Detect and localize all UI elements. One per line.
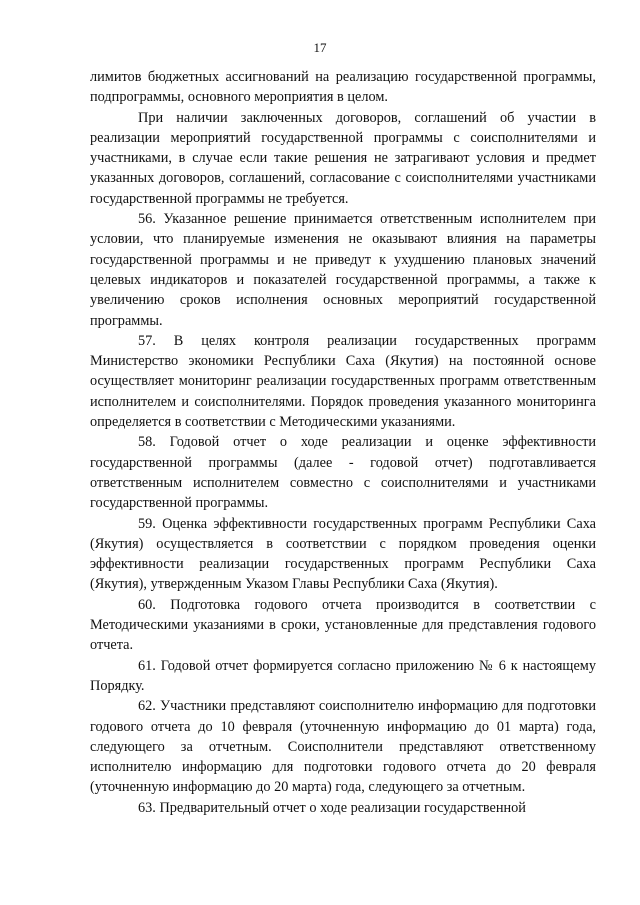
page-number: 17 — [313, 40, 327, 55]
paragraph-contracts-agreements: При наличии заключенных договоров, соглашений об участии в реализации мероприятий государственной программы с соисполнителями и участниками, в случае если такие решения не затрагивают условия и предмет указанных договоров, соглашений, согласование с соисполнителями участниками государственной программы не требуется. — [90, 109, 596, 207]
paragraph-62: 62. Участники представляют соисполнителю информацию для подготовки годового отчета до 10 февраля (уточненную информацию до 01 марта) года, следующего за отчетным. Соисполнители представляют ответственному исполнителю информацию для подготовки годового отчета до 20 февраля (уточненную информацию до 20 марта) года, следующего за отчетным. — [90, 698, 596, 796]
paragraph-56: 56. Указанное решение принимается ответственным исполнителем при условии, что планируемые изменения не оказывают влияния на параметры государственной программы и не приведут к ухудшению плановых значений целевых индикаторов и показателей государственной программы, а также к увеличению сроков исполнения основных мероприятий государственной программы. — [90, 211, 596, 329]
paragraph-57: 57. В целях контроля реализации государственных программ Министерство экономики Республики Саха (Якутия) на постоянной основе осуществляет мониторинг реализации государственных программ ответственным исполнителем и соисполнителями. Порядок проведения указанного мониторинга определяется в соответствии с Методическими указаниями. — [90, 332, 596, 431]
paragraph-61: 61. Годовой отчет формируется согласно приложению № 6 к настоящему Порядку. — [90, 657, 596, 694]
paragraph-63: 63. Предварительный отчет о ходе реализации государственной — [138, 799, 526, 816]
paragraph-58: 58. Годовой отчет о ходе реализации и оценке эффективности государственной программы (далее - годовой отчет) подготавливается ответственным исполнителем совместно с соисполнителями и участниками государственной программы. — [90, 434, 596, 512]
document-body — [90, 67, 596, 818]
paragraph-continuation: лимитов бюджетных ассигнований на реализацию государственной программы, подпрограммы, основного мероприятия в целом. — [90, 69, 596, 106]
paragraph-60: 60. Подготовка годового отчета производится в соответствии с Методическими указаниями в сроки, установленные для представления годового отчета. — [90, 596, 596, 654]
paragraph-59: 59. Оценка эффективности государственных программ Республики Саха (Якутия) осуществляется в соответствии с порядком проведения оценки эффективности реализации государственных программ Республики Саха (Якутия), утвержденным Указом Главы Республики Саха (Якутия). — [90, 515, 596, 593]
